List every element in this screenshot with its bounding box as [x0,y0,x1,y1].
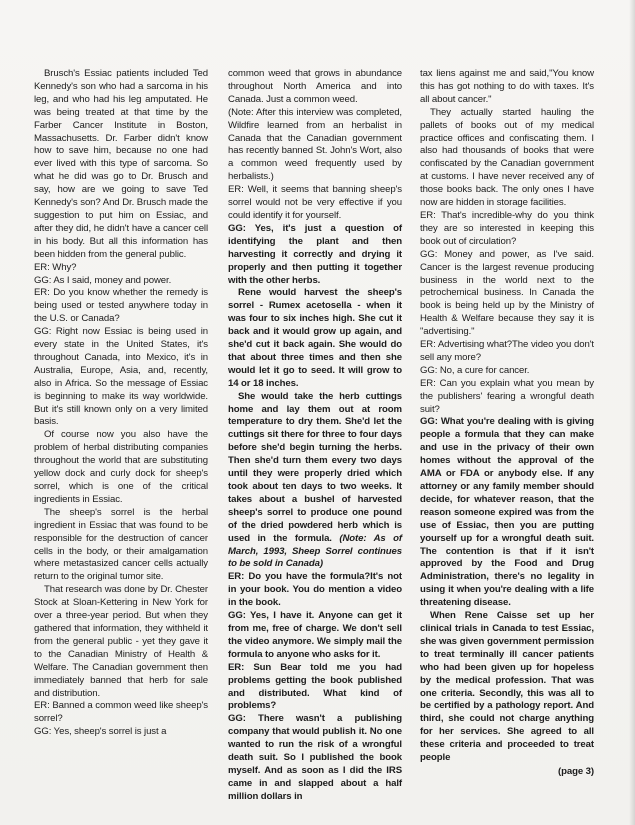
paragraph: That research was done by Dr. Chester Stock at Sloan-Kettering in New York for over a three-year period. But when they gathered that information, they withheld it from the general public - yet they gave it to the Canadian Ministry of Health & Welfare. The Canadian government then immediately banned that herb for sale and distribution. [34,584,208,699]
paragraph: GG: Yes, it's just a question of identifying the plant and then harvesting it correctly and drying it properly and then putting it together with the other herbs. [228,222,402,286]
page-edge-shadow [629,0,635,825]
paragraph: ER: Do you have the formula?It's not in your book. You do mention a video in the book. [228,571,402,609]
column-1 [34,68,208,739]
paragraph: ER: Banned a common weed like sheep's sorrel? [34,700,208,725]
paragraph: GG: Money and power, as I've said. Cancer is the largest revenue producing business in the world next to the petrochemical business. In Canada the book is being held up by the Ministry of Health & Welfare because they say it is "advertising." [420,248,594,338]
paragraph: GG: There wasn't a publishing company that would publish it. No one wanted to run the risk of a wrongful death suit. So I published the book myself. And as soon as I did the IRS came in and slapped about a half million dollars in [228,713,402,802]
paragraph: ER: Advertising what?The video you don't sell any more? [420,339,594,363]
paragraph [228,391,402,572]
paragraph: They actually started hauling the pallets of books out of my medical practice offices and confiscating them. I also had thousands of books that were confiscated by the Canadian government at customs. I have never received any of those books back. The only ones I have now are hidden in storage facilities. [420,106,594,209]
column-3 [420,68,594,779]
paragraph: tax liens against me and said,"You know this has got nothing to do with taxes. It's all about cancer." [420,68,594,105]
paragraph: GG: Yes, I have it. Anyone can get it from me, free of charge. We don't sell the video anymore. We simply mail the formula to anyone who asks for it. [228,610,402,660]
paragraph: ER: Why? [34,261,77,273]
page-reference: (page 3) [558,765,594,777]
paragraph: Brusch's Essiac patients included Ted Kennedy's son who had a sarcoma in his leg, and who had his leg amputated. He was being treated at that time by the Farber Cancer Institute in Boston, Massachusetts. Dr. Farber didn't know how to save him, because no one had ever lived with this type of sarcoma. So what he did was go to Dr. Brusch and say, how are we going to save Ted Kennedy's son? And Dr. Brusch made the suggestion to put him on Essiac, and after they did, he didn't have a cancer cell in his body. But all this information has been hidden from the general public. [34,68,208,260]
paragraph: ER: That's incredible-why do you think they are so interested in keeping this book out of circulation? [420,209,594,247]
paragraph: Of course now you also have the problem of herbal distributing companies throughout the world that are substituting yellow dock and curly dock for sheep's sorrel, which is one of the critical ingredients in Essiac. [34,429,208,505]
paragraph: ER: Do you know whether the remedy is being used or tested anywhere today in the U.S. or Canada? [34,287,208,325]
paragraph-text: She would take the herb cuttings home and lay them out at room temperature to dry them. She'd let the cuttings sit there for three to four days before she'd begin turning the herbs. Then she'd turn them every two days until they were properly dried which took about ten days to two weeks. It takes about a bushel of harvested sheep's sorrel to produce one pound of the dried powdered herb which is used in the formula. [228,390,402,544]
paragraph: (Note: After this interview was completed, Wildfire learned from an herbalist in Canada that the Canadian government has recently banned St. John's Wort, also a common weed frequently used by herbalists.) [228,106,402,183]
paragraph: Rene would harvest the sheep's sorrel - Rumex acetosella - when it was four to six inches high. She cut it back and it would grow up again, and she'd cut it back again. She would do that about three times and then she would let it go to seed. It will grow to 14 or 18 inches. [228,287,402,389]
column-2 [228,68,402,804]
paragraph: GG: As I said, money and power. [34,274,172,286]
paragraph: GG: Yes, sheep's sorrel is just a [34,726,167,738]
paragraph: common weed that grows in abundance throughout North America and into Canada. Just a common weed. [228,68,402,105]
paragraph: When Rene Caisse set up her clinical trials in Canada to test Essiac, she was given government permission to treat terminally ill cancer patients who had been given up for hopeless by the medical profession. That was one criteria. Secondly, this was all to be certified by a pathology report. And third, she could not charge anything for her services. She agreed to all these criteria and proceeded to treat people [420,610,594,764]
editor-note: (Note: As of March, 1993, Sheep Sorrel continues to be sold in Canada) [228,532,402,570]
paragraph: GG: Right now Essiac is being used in every state in the United States, it's throughout Canada, into Mexico, it's in Australia, Europe, Asia, and, recently, also in Africa. So the message of Essiac is beginning to make its way worldwide. But it's still known only on a very limited basis. [34,326,208,428]
paragraph: ER: Can you explain what you mean by the publishers' fearing a wrongful death suit? [420,377,594,415]
paragraph: GG: What you're dealing with is giving people a formula that they can make and use in the privacy of their own homes without the approval of the AMA or FDA or anybody else. If any attorney or any family member should decide, for whatever reason, that the reason someone expired was from the use of Essiac, then you are putting yourself up for a wrongful death suit. The contention is that if it isn't approved by the Food and Drug Administration, there's no legality in using it when you're dealing with a life threatening disease. [420,416,594,609]
paragraph: ER: Sun Bear told me you had problems getting the book published and distributed. What kind of problems? [228,661,402,712]
paragraph: GG: No, a cure for cancer. [420,364,530,376]
paragraph: The sheep's sorrel is the herbal ingredient in Essiac that was found to be responsible for the destruction of cancer cells in the body, or their amalgamation where metastasized cancer cells actually return to the original tumor site. [34,506,208,583]
paragraph: ER: Well, it seems that banning sheep's sorrel would not be very effective if you could identify it for yourself. [228,184,402,221]
